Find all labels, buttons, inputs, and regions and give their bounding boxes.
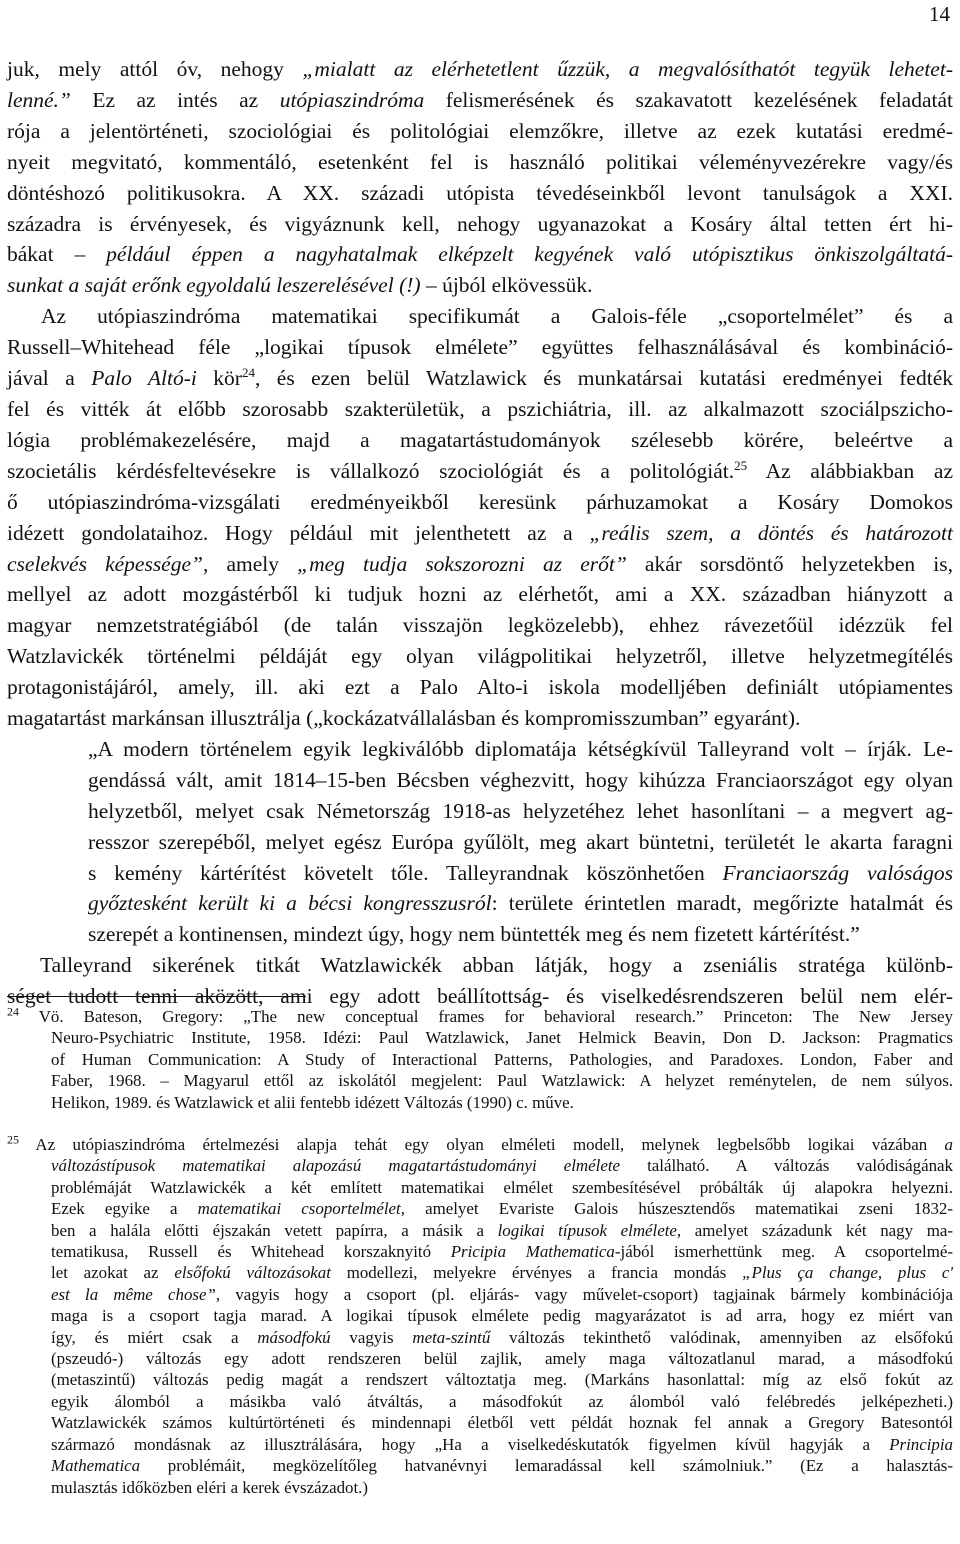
text-segment: : területe érintetlen maradt, megőrizte hatalmát és [491,891,954,916]
text-segment: juk, mely attól óv, nehogy [7,57,303,81]
page-number: 14 [929,2,950,26]
text-segment: „A modern történelem egyik legkiválóbb diplomatája kétségkívül Talleyrand volt – írják. Le- [88,736,953,761]
text-segment: idézett gondolataihoz. Hogy például mit jelenthetett az a [7,520,590,545]
text-segment: győztesként került ki a bécsi kongresszusról [88,891,492,916]
text-line [7,487,953,518]
text-segment: mellyel az adott mozgástérből ki tudjuk hozni az elérhetőt, ami a XX. században hiányzott a [7,582,953,607]
text-line [7,1220,953,1241]
text-segment: található. A változás valódiságának [620,1156,953,1176]
text-segment: bákat – [7,242,107,267]
text-segment: Ez az intés az [70,87,280,112]
text-segment: másodfokú [257,1327,331,1347]
text-segment: például éppen a nagyhatalmak elképzelt kegyének való utópisztikus önkiszolgáltatá- [106,242,953,267]
text-segment: szerepét a kontinensen, mindezt úgy, hogy nem büntették meg és nem fizetett kártérítést.” [88,922,860,947]
text-segment: utópiaszindróma [279,87,425,112]
text-line [7,147,953,178]
footnote-ref: 24 [7,1004,19,1019]
text-segment: fel és vitték át előbb szorosabb szakterületük, a pszichiátria, ill. az alkalmazott szociálpszicho- [7,396,953,421]
text-segment: est la même chose” [51,1284,216,1304]
text-line [7,518,953,549]
text-line [7,1305,953,1326]
text-segment: jával a [7,366,92,391]
text-line [7,209,953,240]
text-segment: döntéshozó politikusokra. A XX. századi utópista tévedéseinkből levont tanulságok a XXI. [7,180,953,205]
text-segment: helyzetből, melyet csak Németország 1918-as helyzetéhez lehet hasonlítani – a megvert ag- [88,798,953,823]
text-line [7,363,953,394]
text-segment: Principia [889,1434,953,1454]
text-segment: származó mondásnak az illusztrálására, hogy „Ha a viselkedéskutatók figyelmen kívül hagyják a [51,1434,890,1454]
text-segment: gendássá vált, amit 1814–15-ben Bécsben véghezvitt, hogy kihúzza Franciaországot egy olyan [88,767,953,792]
text-line [7,301,953,332]
text-segment: „meg tudja sokszorozni az erőt” [297,551,627,576]
text-segment: Az utópiaszindróma értelmezési alapja tehát egy olyan elméleti modell, melynek legbelsőbb logikai vázában [19,1135,945,1154]
text-segment: Helikon, 1989. és Watzlawick et alii fentebb idézett Változás (1990) c. műve. [51,1092,574,1112]
text-segment: cselekvés képessége” [7,551,203,576]
text-segment: változás tekinthető valódinak, amennyiben az elsőfokú [490,1327,954,1347]
text-line [7,827,953,858]
text-segment: Russell–Whitehead féle „logikai típusok elmélete” együttes felhasználásával és kombináció- [7,335,953,360]
text-line [7,270,953,301]
text-line [7,1262,953,1283]
text-segment: tematikusa, Russell és Whitehead korszaknyitó [51,1242,451,1262]
text-segment: akár sorsdöntő helyzetekben is, [626,551,953,576]
text-segment: – újból elkövessük. [420,273,593,298]
text-segment: Vö. Bateson, Gregory: „The new conceptual frames for behavioral research.” Princeton: The New Jersey [19,1007,953,1026]
text-segment: s kemény kártérítést követelt tőle. Talleyrandnak köszönhetően [88,860,723,885]
text-segment: protagonistájáról, amely, ill. aki ezt a Palo Alto-i iskola modelljében definiált utópiamentes [7,675,953,700]
text-segment: (metaszintű) változás pedig magát a rendszert változtatja meg. (Markáns hasonlattal: míg az első fokút az [51,1370,953,1390]
text-line [7,1198,953,1219]
text-segment: , vagyis hogy a csoport (pl. eljárás- vagy művelet-csoport) tagjainak bármely kombinációja [215,1284,953,1304]
text-segment: szocietális kérdésfeltevésekre is vállalkozó szociológiát és a politológiát. [7,458,735,483]
text-segment: Watzlawickék számos kultúrtörténeti és mindennapi életből vett példát hoznak fel annak a Gregory Batesontól [51,1413,953,1433]
text-line [7,1391,953,1412]
text-segment: ben a halála előtti éjszakán vetett papírra, a másik a [51,1220,498,1240]
text-segment: nyeit megvitató, kommentáló, esetenként fel is használó politikai véleményvezérekre vagy/és [7,149,953,174]
text-segment: , és ezen belül Watzlawick és munkatársai kutatási eredményei fedték [254,366,953,391]
text-segment: -jából ismerhettünk meg. A csoportelmé- [614,1242,954,1262]
text-line [7,672,953,703]
text-segment: a [944,1135,953,1154]
text-segment: Franciaország valóságos [722,860,953,885]
text-segment: resszor szerepéből, melyet egész Európa gyűlölt, meg akart büntetni, területét le akarta faragni [88,829,953,854]
text-segment: egyik álomból a másikba való átváltás, a másodfokút az álomból való felébredés jelképezheti.) [51,1391,953,1411]
text-segment: Mathematica [51,1456,141,1476]
text-line [7,394,953,425]
text-segment: magyar nemzetstratégiából (de talán visszajön legközelebb), ehhez rávezetőül idézzük fel [7,613,953,638]
text-line [7,456,953,487]
text-segment: logikai típusok elmélete [497,1220,677,1240]
text-line [7,1434,953,1455]
text-line [7,116,953,147]
text-segment: sunkat a saját erőnk egyoldalú leszerelésével (!) [7,273,421,298]
text-segment: problémáit, megközelítőleg hatvanévnyi lemaradással kell számolniuk.” (Ez a halasztás- [140,1456,953,1476]
text-line [7,178,953,209]
text-line [7,610,953,641]
text-segment: Watzlavickék történelmi példáját egy olyan világpolitikai helyzetről, illetve helyzetmegítélés [7,644,953,669]
text-line [7,888,953,919]
text-line [7,1348,953,1369]
text-line [7,1155,953,1176]
text-segment: séget tudott tenni aközött, ami egy adott beállítottság- és viselkedésrendszeren belül nem elér- [7,984,953,1009]
text-line [7,641,953,672]
text-segment: Az utópiaszindróma matematikai specifikumát a Galois-féle „csoportelmélet” és a [41,304,953,329]
text-line [7,1241,953,1262]
text-line [7,703,953,734]
text-line [7,919,953,950]
text-line [7,1369,953,1390]
text-segment: „mialatt az elérhetetlent űzzük, a megvalósíthatót tegyük lehetet- [302,57,953,81]
footnote-24 [7,1006,953,1113]
text-line [7,1284,953,1305]
text-line [7,1027,953,1048]
text-segment: Faber, 1968. – Magyarul ettől az iskolától megjelent: Paul Watzlawick: A helyzet reménytelen, de nem súlyos. [51,1071,953,1091]
text-segment: lenné.” [7,87,71,112]
text-line [7,85,953,116]
text-line [7,579,953,610]
text-segment: Palo Altó-i [91,366,197,391]
text-line [7,734,953,765]
text-segment: elsőfokú változásokat [174,1263,331,1283]
text-line [7,1070,953,1091]
text-line [7,239,953,270]
text-segment: Neuro-Psychiatric Institute, 1958. Idézi: Paul Watzlawick, Janet Helmick Beavin, Don D. Jackson: Pragmatics [51,1028,953,1048]
text-line [7,796,953,827]
text-segment: vagyis [330,1327,413,1347]
body-text [7,54,953,1012]
text-line [7,1006,953,1027]
text-line [7,425,953,456]
text-segment: ő utópiaszindróma-vizsgálati eredményeikből keresünk párhuzamokat a Kosáry Domokos [7,489,953,514]
text-segment: , amelyet Evariste Galois húszesztendős matematikai zseni 1832- [400,1199,953,1219]
text-segment: , amely [202,551,298,576]
text-segment: „reális szem, a döntés és határozott [589,520,954,545]
text-segment: kör [196,366,242,391]
text-line [7,332,953,363]
text-segment: felismerésének és szakavatott kezelésének feladatát [424,87,954,112]
footnote-25 [7,1134,953,1498]
text-line [7,549,953,580]
text-segment: Ezek egyike a [51,1199,198,1219]
text-segment: let azokat az [51,1263,175,1283]
text-segment: meta-szintű [412,1327,491,1347]
text-line [7,1134,953,1155]
text-segment: így, és miért csak a [51,1327,258,1347]
text-line [7,1327,953,1348]
text-segment: mulasztás időközben eléri a kerek évszázadot.) [51,1477,369,1497]
text-line [7,1477,953,1498]
text-segment: , amelyet századunk két nagy ma- [676,1220,953,1240]
text-line [7,1049,953,1070]
text-line [7,1455,953,1476]
text-segment: of Human Communication: A Study of Interactional Patterns, Pathologies, and Paradoxes. London, Faber and [51,1049,953,1069]
text-segment: problémáját Watzlawickék a két említett matematikai elmélet szembesítésével próbálták új alapokra helyezni. [51,1177,953,1197]
footnote-divider [7,996,306,997]
text-line [7,54,953,85]
text-line [7,1092,953,1113]
text-segment: Az alábbiakban az [747,458,954,483]
footnote-ref: 24 [241,364,255,380]
text-line [7,1177,953,1198]
text-line [7,765,953,796]
text-segment: „Plus ça change, plus c' [742,1263,953,1283]
text-segment: modellezi, melyekre érvényes a francia mondás [330,1263,743,1283]
text-segment: lógia problémakezelésére, majd a magatartástudományok szélesebb körére, beleértve a [7,427,953,452]
text-segment: (pszeudó-) változás egy adott rendszeren belül zajlik, amely maga változatlanul marad, a másodfokú [51,1349,953,1369]
footnote-ref: 25 [7,1132,19,1147]
text-segment: változástípusok matematikai alapozású magatartástudományi elmélete [51,1156,621,1176]
text-segment: Talleyrand sikerének titkát Watzlawickék abban látják, hogy a zseniális stratéga különb- [40,953,953,978]
text-line [7,950,953,981]
text-segment: századra is érvényesek, és vigyáznunk kell, nehogy ugyanazokat a Kosáry által tetten ért hi- [7,211,953,236]
text-segment: maga is a csoport tagja marad. A logikai típusok elmélete pedig magyarázatot is ad arra, hogy ez miért van [51,1306,953,1326]
text-segment: Pricipia Mathematica [450,1242,615,1262]
text-line [7,1412,953,1433]
text-segment: magatartást markánsan illusztrálja („kockázatvállalásban és kompromisszumban” egyaránt). [7,706,801,731]
footnote-ref: 25 [734,457,748,473]
text-line [7,858,953,889]
text-segment: rója a jelentörténeti, szociológiai és politológiai elemzőkre, illetve az ezek kutatási eredmé- [7,118,953,143]
text-segment: matematikai csoportelmélet [197,1199,401,1219]
